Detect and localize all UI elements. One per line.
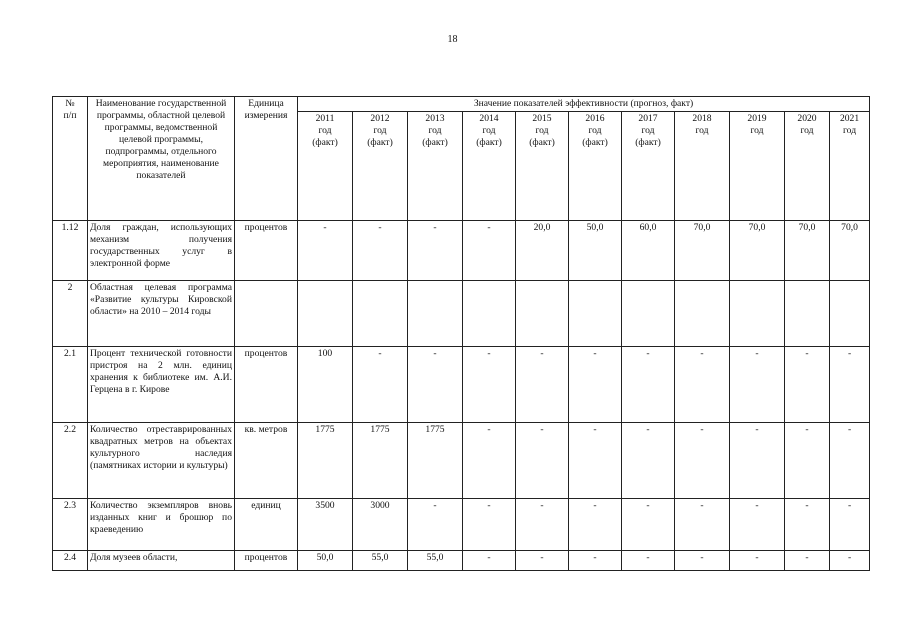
cell-value: -	[830, 347, 870, 423]
cell-value: -	[463, 423, 516, 499]
cell-value: 70,0	[675, 221, 730, 281]
row-unit: кв. метров	[235, 423, 298, 499]
cell-value: -	[463, 347, 516, 423]
cell-value: -	[830, 423, 870, 499]
row-unit	[235, 281, 298, 347]
row-name: Процент технической готовности пристроя на 2 млн. единиц хранения к библиотеке им. А.И. Герцена в г. Кирове	[88, 347, 235, 423]
indicators-table	[52, 96, 870, 571]
cell-value: 55,0	[353, 551, 408, 571]
header-year: 2016 год (факт)	[569, 112, 622, 221]
cell-value: -	[463, 221, 516, 281]
cell-value: -	[408, 221, 463, 281]
row-unit: единиц	[235, 499, 298, 551]
row-unit: процентов	[235, 551, 298, 571]
cell-value: -	[516, 499, 569, 551]
table-row	[53, 347, 870, 423]
cell-value: 70,0	[730, 221, 785, 281]
cell-value	[730, 281, 785, 347]
cell-value: -	[516, 423, 569, 499]
row-name: Количество экземпляров вновь изданных книг и брошюр по краеведению	[88, 499, 235, 551]
header-values-group: Значение показателей эффективности (прогноз, факт)	[298, 97, 870, 112]
cell-value	[353, 281, 408, 347]
cell-value: -	[298, 221, 353, 281]
cell-value: -	[675, 499, 730, 551]
cell-value: 20,0	[516, 221, 569, 281]
cell-value: 60,0	[622, 221, 675, 281]
cell-value	[408, 281, 463, 347]
cell-value: -	[408, 347, 463, 423]
cell-value	[298, 281, 353, 347]
cell-value	[785, 281, 830, 347]
cell-value: -	[622, 499, 675, 551]
cell-value: 3000	[353, 499, 408, 551]
cell-value: 55,0	[408, 551, 463, 571]
cell-value: 70,0	[785, 221, 830, 281]
header-num: № п/п	[53, 97, 88, 221]
table-row	[53, 499, 870, 551]
cell-value: 50,0	[569, 221, 622, 281]
cell-value: -	[569, 423, 622, 499]
cell-value	[463, 281, 516, 347]
cell-value: -	[785, 551, 830, 571]
header-row-1	[53, 97, 870, 112]
header-year: 2013 год (факт)	[408, 112, 463, 221]
table-row	[53, 281, 870, 347]
cell-value	[569, 281, 622, 347]
row-name: Областная целевая программа «Развитие культуры Кировской области» на 2010 – 2014 годы	[88, 281, 235, 347]
header-year: 2012 год (факт)	[353, 112, 408, 221]
row-name: Количество отреставрированных квадратных метров на объектах культурного наследия (памятниках истории и культуры)	[88, 423, 235, 499]
cell-value: -	[730, 347, 785, 423]
cell-value: -	[516, 347, 569, 423]
header-unit: Единица измерения	[235, 97, 298, 221]
row-num: 2	[53, 281, 88, 347]
row-num: 2.3	[53, 499, 88, 551]
table-row	[53, 221, 870, 281]
cell-value	[622, 281, 675, 347]
cell-value: -	[353, 347, 408, 423]
cell-value: -	[830, 551, 870, 571]
row-name: Доля граждан, использующих механизм получения государственных услуг в электронной форме	[88, 221, 235, 281]
header-year: 2021 год	[830, 112, 870, 221]
row-name: Доля музеев области,	[88, 551, 235, 571]
cell-value: -	[569, 499, 622, 551]
cell-value: -	[675, 423, 730, 499]
cell-value: -	[622, 423, 675, 499]
cell-value: 1775	[408, 423, 463, 499]
cell-value: -	[675, 347, 730, 423]
cell-value: -	[622, 347, 675, 423]
header-year: 2018 год	[675, 112, 730, 221]
cell-value: -	[730, 423, 785, 499]
cell-value: 3500	[298, 499, 353, 551]
cell-value: -	[730, 499, 785, 551]
cell-value: -	[622, 551, 675, 571]
header-year: 2014 год (факт)	[463, 112, 516, 221]
cell-value: 50,0	[298, 551, 353, 571]
cell-value: -	[463, 499, 516, 551]
header-year: 2019 год	[730, 112, 785, 221]
cell-value: 1775	[298, 423, 353, 499]
cell-value: -	[785, 347, 830, 423]
page-number: 18	[447, 34, 458, 45]
cell-value: -	[730, 551, 785, 571]
cell-value: -	[830, 499, 870, 551]
row-unit: процентов	[235, 221, 298, 281]
row-num: 2.4	[53, 551, 88, 571]
table-row	[53, 423, 870, 499]
header-year: 2011 год (факт)	[298, 112, 353, 221]
cell-value	[516, 281, 569, 347]
header-name: Наименование государственной программы, областной целевой программы, ведомственной целевой программы, подпрограммы, отдельного мероприятия, наименование показателей	[88, 97, 235, 221]
cell-value	[830, 281, 870, 347]
cell-value: 1775	[353, 423, 408, 499]
row-num: 2.2	[53, 423, 88, 499]
cell-value: -	[569, 347, 622, 423]
row-num: 2.1	[53, 347, 88, 423]
cell-value: -	[785, 499, 830, 551]
row-unit: процентов	[235, 347, 298, 423]
cell-value: -	[516, 551, 569, 571]
cell-value: -	[785, 423, 830, 499]
cell-value: 70,0	[830, 221, 870, 281]
cell-value: -	[463, 551, 516, 571]
cell-value: -	[675, 551, 730, 571]
table-row	[53, 551, 870, 571]
cell-value: -	[353, 221, 408, 281]
cell-value: 100	[298, 347, 353, 423]
header-year: 2020 год	[785, 112, 830, 221]
cell-value: -	[569, 551, 622, 571]
header-year: 2015 год (факт)	[516, 112, 569, 221]
header-year: 2017 год (факт)	[622, 112, 675, 221]
cell-value: -	[408, 499, 463, 551]
row-num: 1.12	[53, 221, 88, 281]
cell-value	[675, 281, 730, 347]
